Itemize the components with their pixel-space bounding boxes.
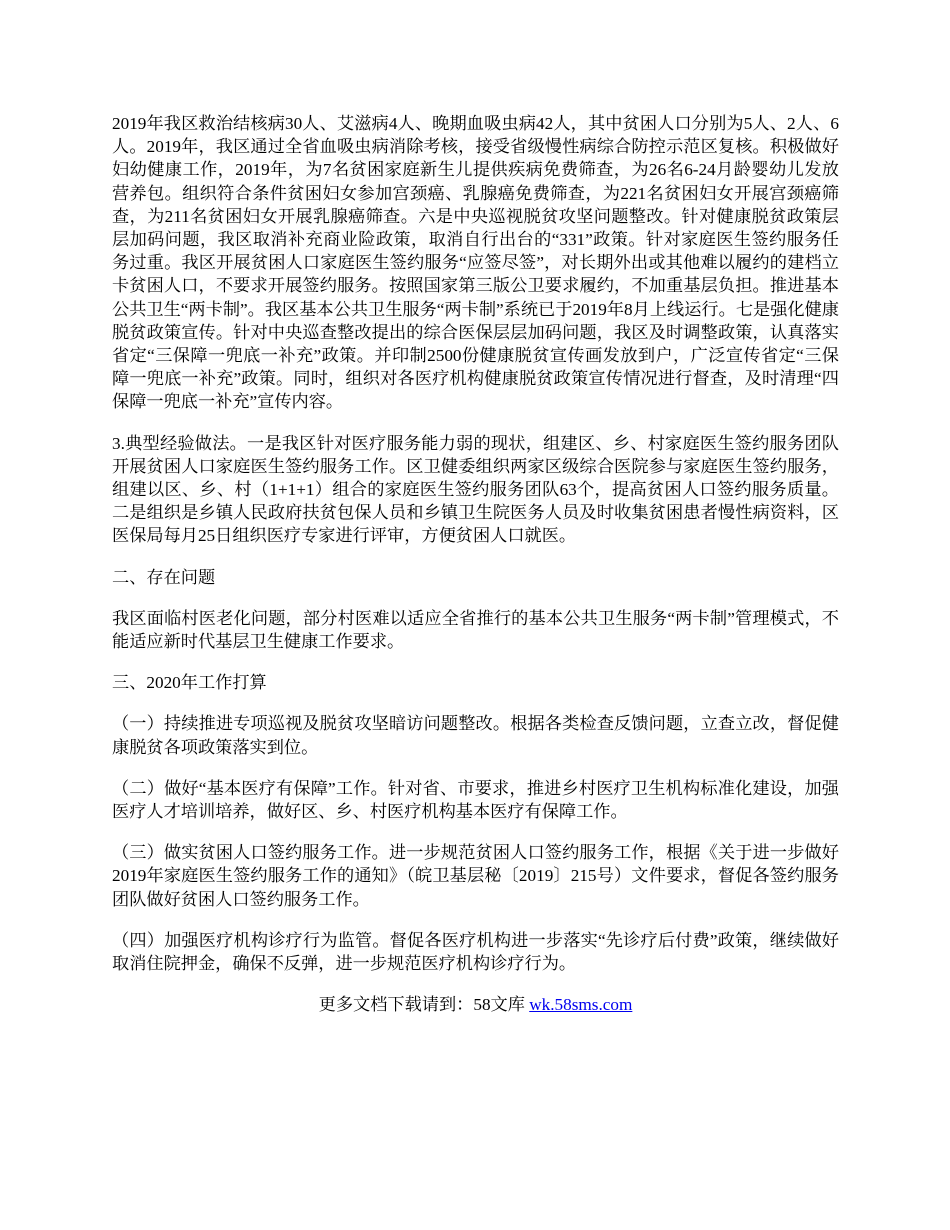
download-footer	[112, 993, 839, 1016]
section-heading-2020-plan: 三、2020年工作打算	[112, 673, 267, 693]
section-heading-existing-problems: 二、存在问题	[112, 567, 216, 587]
document-page	[112, 112, 839, 1017]
footer-prefix-text: 更多文档下载请到：58文库	[318, 995, 530, 1015]
paragraph-plan-item-1: （一）持续推进专项巡视及脱贫攻坚暗访问题整改。根据各类检查反馈问题，立查立改，督促健康脱贫各项政策落实到位。	[112, 714, 839, 757]
paragraph-typical-experience: 3.典型经验做法。一是我区针对医疗服务能力弱的现状，组建区、乡、村家庭医生签约服务团队开展贫困人口家庭医生签约服务工作。区卫健委组织两家区级综合医院参与家庭医生签约服务，组建以区、乡、村（1+1+1）组合的家庭医生签约服务团队63个，提高贫困人口签约服务质量。二是组织是乡镇人民政府扶贫包保人员和乡镇卫生院医务人员及时收集贫困患者慢性病资料，区医保局每月25日组织医疗专家进行评审，方便贫困人口就医。	[112, 433, 839, 546]
footer-link[interactable]: wk.58sms.com	[529, 995, 633, 1015]
paragraph-existing-problems: 我区面临村医老化问题，部分村医难以适应全省推行的基本公共卫生服务“两卡制”管理模式，不能适应新时代基层卫生健康工作要求。	[112, 608, 839, 652]
paragraph-health-poverty-summary: 2019年我区救治结核病30人、艾滋病4人、晚期血吸虫病42人，其中贫困人口分别为5人、2人、6人。2019年，我区通过全省血吸虫病消除考核，接受省级慢性病综合防控示范区复核。积极做好妇幼健康工作，2019年，为7名贫困家庭新生儿提供疾病免费筛查，为26名6-24月龄婴幼儿发放营养包。组织符合条件贫困妇女参加宫颈癌、乳腺癌免费筛查，为221名贫困妇女开展宫颈癌筛查，为211名贫困妇女开展乳腺癌筛查。六是中央巡视脱贫攻坚问题整改。针对健康脱贫政策层层加码问题，我区取消补充商业险政策，取消自行出台的“331”政策。针对家庭医生签约服务任务过重。我区开展贫困人口家庭医生签约服务“应签尽签”，对长期外出或其他难以履约的建档立卡贫困人口，不要求开展签约服务。按照国家第三版公卫要求履约，不加重基层负担。推进基本公共卫生“两卡制”。我区基本公共卫生服务“两卡制”系统已于2019年8月上线运行。七是强化健康脱贫政策宣传。针对中央巡查整改提出的综合医保层层加码问题，我区及时调整政策，认真落实省定“三保障一兜底一补充”政策。并印制2500份健康脱贫宣传画发放到户，广泛宣传省定“三保障一兜底一补充”政策。同时，组织对各医疗机构健康脱贫政策宣传情况进行督查，及时清理“四保障一兜底一补充”宣传内容。	[112, 114, 839, 412]
paragraph-plan-item-2: （二）做好“基本医疗有保障”工作。针对省、市要求，推进乡村医疗卫生机构标准化建设，加强医疗人才培训培养，做好区、乡、村医疗机构基本医疗有保障工作。	[112, 778, 839, 822]
paragraph-plan-item-3: （三）做实贫困人口签约服务工作。进一步规范贫困人口签约服务工作，根据《关于进一步做好2019年家庭医生签约服务工作的通知》（皖卫基层秘〔2019〕215号）文件要求，督促各签约服务团队做好贫困人口签约服务工作。	[112, 843, 839, 909]
paragraph-plan-item-4: （四）加强医疗机构诊疗行为监管。督促各医疗机构进一步落实“先诊疗后付费”政策，继续做好取消住院押金，确保不反弹，进一步规范医疗机构诊疗行为。	[112, 930, 839, 974]
